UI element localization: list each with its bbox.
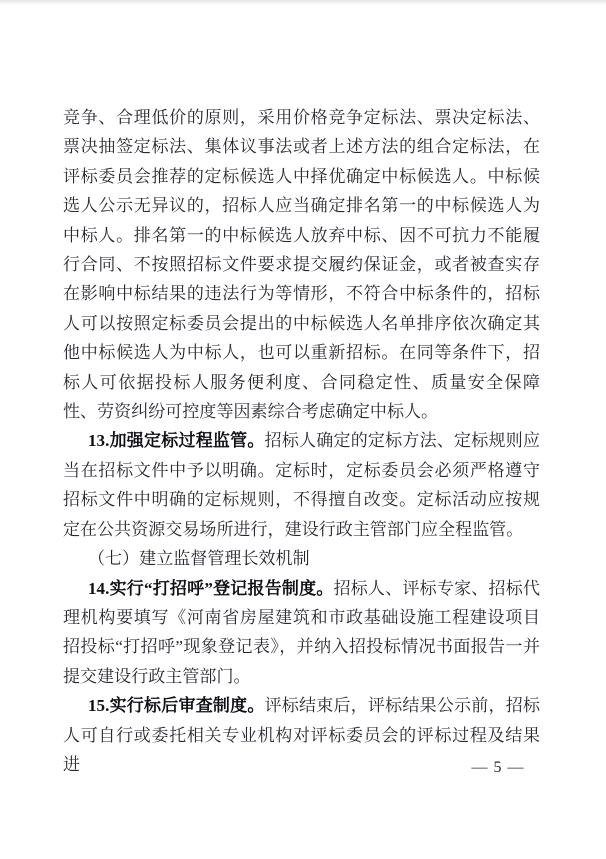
text-block [63,103,540,779]
paragraph-bold-lead: 15.实行标后审查制度。 [88,696,265,716]
paragraph-bold-lead: 14.实行“打招呼”登记报告制度。 [88,578,334,598]
scan-top-shade [0,0,606,5]
paragraph: 竞争、合理低价的原则，采用价格竞争定标法、票决定标法、票决抽签定标法、集体议事法或者上述方法的组合定标法，在评标委员会推荐的定标候选人中择优确定中标候选人。中标候选人公示无异议的，招标人应当确定排名第一的中标候选人为中标人。排名第一的中标候选人放弃中标、因不可抗力不能履行合同、不按照招标文件要求提交履约保证金，或者被查实存在影响中标结果的违法行为等情形，不符合中标条件的，招标人可以按照定标委员会提出的中标候选人名单排序依次确定其他中标候选人为中标人，也可以重新招标。在同等条件下，招标人可依据投标人服务便利度、合同稳定性、质量安全保障性、劳资纠纷可控度等因素综合考虑确定中标人。 [63,108,540,422]
section-heading: （七）建立监督管理长效机制 [88,549,310,569]
paragraph: 15.实行标后审查制度。评标结束后，评标结果公示前，招标人可自行或委托相关专业机构对评标委员会的评标过程及结果进 [63,696,540,774]
paragraph: 13.加强定标过程监管。招标人确定的定标方法、定标规则应当在招标文件中予以明确。定标时，定标委员会必须严格遵守招标文件中明确的定标规则，不得擅自改变。定标活动应按规定在公共资源交易场所进行，建设行政主管部门应全程监管。 [63,431,540,539]
paragraph-bold-lead: 13.加强定标过程监管。 [88,431,265,451]
page-number: — 5 — [471,759,525,776]
paragraph: 14.实行“打招呼”登记报告制度。招标人、评标专家、招标代理机构要填写《河南省房屋建筑和市政基础设施工程建设项目招投标“打招呼”现象登记表》，并纳入招投标情况书面报告一并提交建设行政主管部门。 [63,578,540,686]
